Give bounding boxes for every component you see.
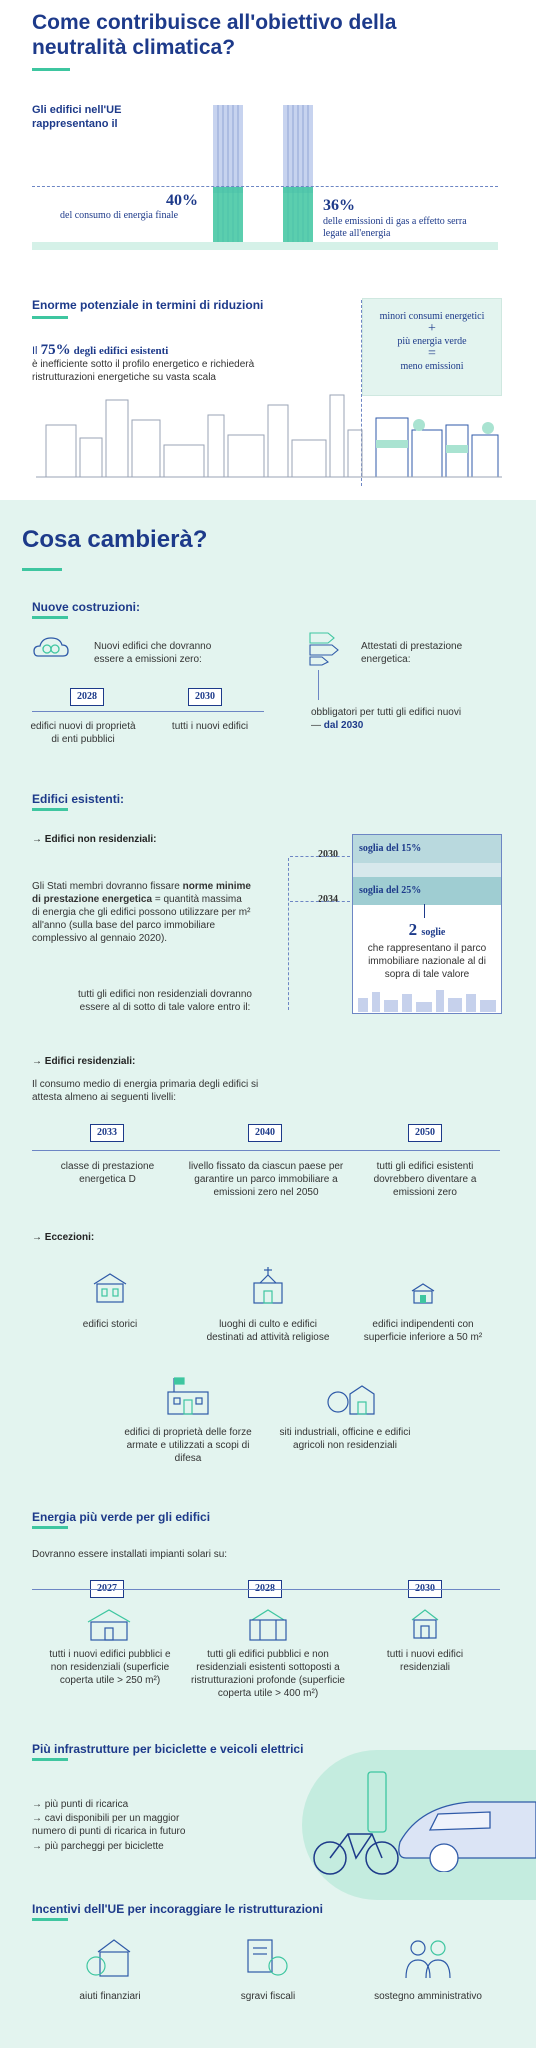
barracks-icon xyxy=(166,1376,210,1416)
existing-heading: Edifici esistenti: xyxy=(32,792,125,806)
thresholds-count xyxy=(352,920,502,940)
thresholds-count-word: soglie xyxy=(421,927,446,938)
house-icon xyxy=(410,1282,436,1304)
cert-connector xyxy=(318,670,319,700)
incentive-item: sostegno amministrativo xyxy=(374,1991,482,2002)
res-text: Il consumo medio di energia primaria degli edifici si attesta almeno ai seguenti livelli: xyxy=(32,1079,259,1103)
timeline-axis xyxy=(32,1150,500,1151)
threshold-year: 2034 xyxy=(318,894,338,905)
new-buildings-heading: Nuove costruzioni: xyxy=(32,600,141,614)
threshold-15: soglia del 15% xyxy=(353,835,501,863)
threshold-year: 2030 xyxy=(318,849,338,860)
potential-desc: è inefficiente sotto il profilo energetico e richiederà ristrutturazioni energetiche su vasta scala xyxy=(32,359,255,383)
church-icon xyxy=(248,1265,288,1305)
buildings-label: Gli edifici nell'UE rappresentano il xyxy=(32,104,122,130)
equation-eq: = xyxy=(428,346,436,361)
incentive-item: sgravi fiscali xyxy=(240,1991,296,2002)
potential-post: degli edifici esistenti xyxy=(73,345,169,357)
threshold-line xyxy=(290,901,350,902)
timeline-label: tutti i nuovi edifici xyxy=(171,721,249,732)
heading-accent xyxy=(32,1918,68,1921)
support-people-icon xyxy=(402,1936,454,1980)
infra-item: → cavi disponibili per un maggior numero di punti di ricarica in futuro xyxy=(32,1813,186,1837)
equation-box xyxy=(362,298,502,396)
potential-pre: Il xyxy=(32,345,38,357)
building-icon xyxy=(213,105,243,243)
thresholds-text: che rappresentano il parco immobiliare nazionale al di sopra di tale valore xyxy=(367,943,487,980)
exception-item: siti industriali, officine e edifici agricoli non residenziali xyxy=(279,1427,411,1451)
equation-line2: più energia verde xyxy=(397,336,467,347)
city-skyline-icon xyxy=(36,390,502,480)
solar-label: tutti i nuovi edifici residenziali xyxy=(386,1649,464,1673)
changes-section xyxy=(0,500,536,2048)
timeline-label: tutti gli edifici esistenti dovrebbero diventare a emissioni zero xyxy=(373,1161,477,1198)
infra-item: → più punti di ricarica xyxy=(32,1799,129,1810)
house-icon xyxy=(92,1272,128,1304)
nonres-heading: → Edifici non residenziali: xyxy=(32,834,157,845)
title-accent xyxy=(32,68,70,71)
nonres-text-a: Gli Stati membri dovranno fissare xyxy=(32,881,180,892)
exception-item: edifici indipendenti con superficie inferiore a 50 m² xyxy=(363,1319,483,1343)
heading-accent xyxy=(32,1758,68,1761)
energy-label-icon xyxy=(308,630,344,666)
cert-text: Attestati di prestazione energetica: xyxy=(361,641,463,665)
exception-item: luoghi di culto e edifici destinati ad attività religiose xyxy=(206,1319,330,1343)
climate-section xyxy=(0,0,536,500)
heading-accent xyxy=(32,808,68,811)
solar-house-icon xyxy=(246,1608,290,1642)
building-icon xyxy=(283,105,313,243)
year-chip: 2040 xyxy=(248,1124,282,1142)
infra-heading: Più infrastrutture per biciclette e veicoli elettrici xyxy=(32,1742,304,1756)
threshold-gap xyxy=(353,863,501,877)
exception-item: edifici di proprietà delle forze armate e utilizzati a scopi di difesa xyxy=(124,1427,252,1464)
infra-item: → più parcheggi per biciclette xyxy=(32,1841,164,1852)
solar-label: tutti i nuovi edifici pubblici e non residenziali (superficie coperta utile > 250 m²) xyxy=(49,1649,171,1686)
thresholds-connector xyxy=(288,858,289,1010)
money-house-icon xyxy=(84,1936,134,1980)
stat-energy-text: del consumo di energia finale xyxy=(60,210,179,221)
timeline-axis xyxy=(32,711,264,712)
res-heading: → Edifici residenziali: xyxy=(32,1056,136,1067)
threshold-line xyxy=(290,856,350,857)
cert-note-text: obbligatori per tutti gli edifici nuovi — xyxy=(311,707,462,731)
thresholds-count-number: 2 xyxy=(408,920,418,939)
solar-label: tutti gli edifici pubblici e non residenziali esistenti sottoposti a ristrutturazioni profonde (superficie coperta utile > 400 m²) xyxy=(191,1649,345,1699)
year-chip: 2028 xyxy=(70,688,104,706)
page-title: Come contribuisce all'obiettivo della neutralità climatica? xyxy=(32,11,397,59)
heading-accent xyxy=(32,1526,68,1529)
nonres-below: tutti gli edifici non residenziali dovranno essere al di sotto di tale valore entro il: xyxy=(78,989,252,1013)
city-skyline-icon xyxy=(354,988,500,1012)
timeline-label: classe di prestazione energetica D xyxy=(60,1161,155,1185)
stat-emissions-value: 36% xyxy=(323,197,355,214)
timeline-label: livello fissato da ciascun paese per garantire un parco immobiliare a emissioni zero nel 2050 xyxy=(188,1161,344,1198)
solar-house-icon xyxy=(410,1608,440,1640)
year-chip: 2030 xyxy=(188,688,222,706)
nonres-text-c: = quantità massima di energia che gli edifici possono utilizzare per m² all'anno (sulla base del parco immobiliare complessivo al gennaio 2020). xyxy=(32,894,251,944)
timeline-axis xyxy=(32,1589,500,1590)
year-chip: 2050 xyxy=(408,1124,442,1142)
year-chip: 2033 xyxy=(90,1124,124,1142)
timeline-label: edifici nuovi di proprietà di enti pubblici xyxy=(30,721,136,745)
stats-divider xyxy=(32,186,498,187)
exception-item: edifici storici xyxy=(82,1319,138,1330)
bicycle-icon xyxy=(312,1822,402,1878)
tax-doc-icon xyxy=(244,1936,290,1980)
potential-stat xyxy=(32,342,168,359)
nonres-text xyxy=(32,880,252,945)
incentives-heading: Incentivi dell'UE per incoraggiare le ristrutturazioni xyxy=(32,1902,323,1916)
zero-text: Nuovi edifici che dovranno essere a emissioni zero: xyxy=(94,641,212,665)
recycle-icon xyxy=(32,632,70,662)
stat-emissions-text: delle emissioni di gas a effetto serra legate all'energia xyxy=(323,216,467,239)
heading-accent xyxy=(32,616,68,619)
equation-plus: + xyxy=(428,321,436,336)
nonres-text-b: norme minime di prestazione energetica xyxy=(32,881,251,905)
stats-ground xyxy=(32,242,498,250)
solar-intro: Dovranno essere installati impianti solari su: xyxy=(32,1549,228,1560)
exceptions-heading: → Eccezioni: xyxy=(32,1232,95,1243)
solar-house-icon xyxy=(86,1608,132,1642)
potential-pct: 75% xyxy=(40,342,71,358)
arrow-up-icon xyxy=(424,904,425,918)
solar-heading: Energia più verde per gli edifici xyxy=(32,1510,211,1524)
cert-year: dal 2030 xyxy=(323,720,364,731)
changes-title: Cosa cambierà? xyxy=(22,526,208,553)
threshold-25: soglia del 25% xyxy=(353,877,501,905)
equation-line3: meno emissioni xyxy=(400,361,464,372)
factory-icon xyxy=(326,1376,376,1416)
heading-accent xyxy=(32,316,68,319)
equation-line1: minori consumi energetici xyxy=(379,311,485,322)
cert-note xyxy=(311,706,471,732)
incentive-item: aiuti finanziari xyxy=(79,1991,141,2002)
potential-heading: Enorme potenziale in termini di riduzioni xyxy=(32,298,264,312)
title-accent xyxy=(22,568,62,571)
stat-energy-value: 40% xyxy=(166,192,198,209)
